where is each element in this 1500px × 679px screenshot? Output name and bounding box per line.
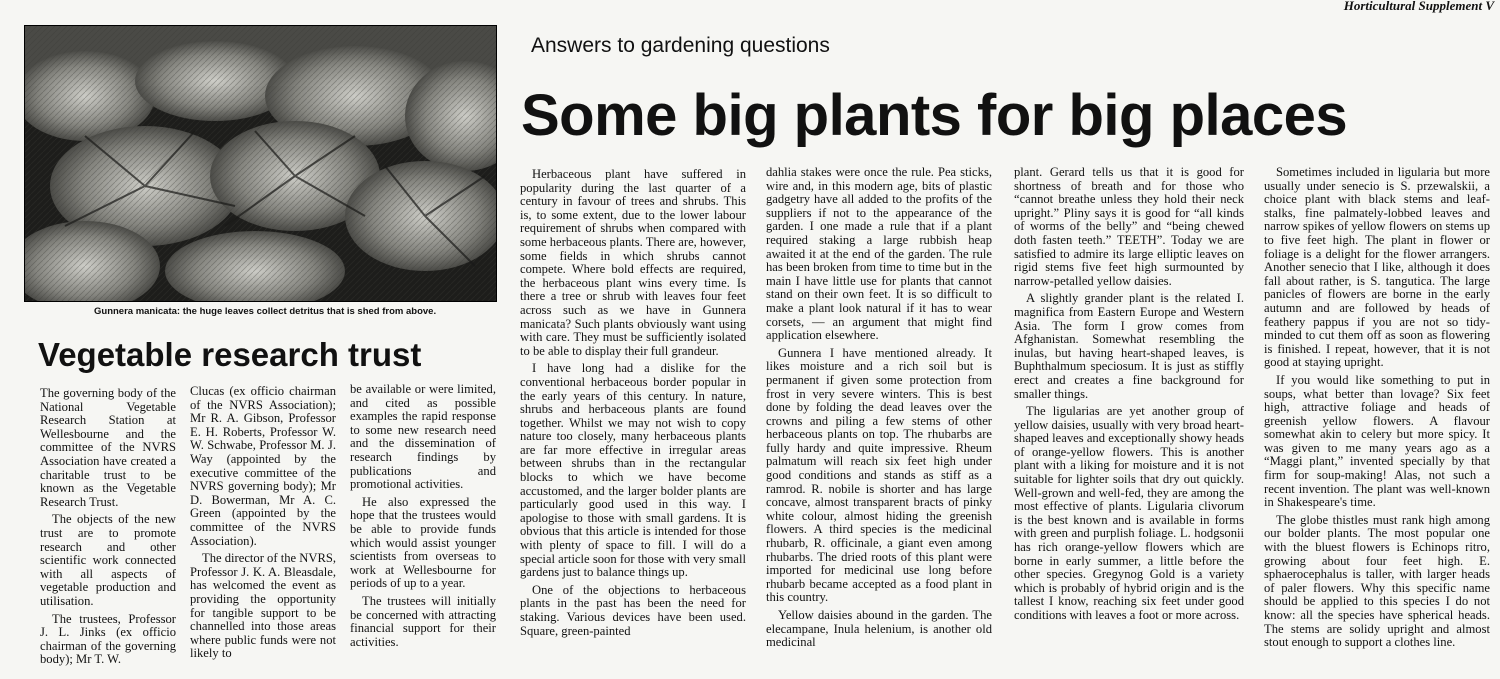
article-column-3: [1014, 166, 1244, 627]
article-paragraph: Sometimes included in ligularia but more usually under senecio is S. przewalskii, a choice plant with black stems and leaf-stalks, fine palmately-lobbed leaves and narrow spikes of yellow flowers on stems up to five feet high. The plant in flower or foliage is a delight for the flower arrangers. Another senecio that I like, although it does fall about rather, is S. tangutica. The large panicles of flowers are borne in the early autumn and are followed by heads of feathery pappus if you are not so tidy-minded to cut them off as soon as flowering is finished. I repeat, however, that it is not good at staying upright.: [1264, 165, 1490, 370]
trust-column-3: [350, 383, 496, 653]
trust-paragraph: Clucas (ex officio chairman of the NVRS Association); Mr R. A. Gibson, Professor E. H. Roberts, Professor W. W. Schwabe, Professor M. J. Way (appointed by the executive committee of the NVRS governing body); Mr D. Bowerman, Mr A. C. Green (appointed by the committee of the NVRS Association).: [190, 384, 336, 548]
article-paragraph: Yellow daisies abound in the garden. The elecampane, Inula helenium, is another old medicinal: [766, 608, 992, 650]
article-paragraph: If you would like something to put in soups, what better than lovage? Six feet high, attractive foliage and heads of greenish yellow flowers. A flavour somewhat akin to celery but more spicy. It was given to me many years ago as a “Maggi plant,” invented specially by that firm for soup-making! Alas, not such a recent invention. The plant was well-known in Shakespeare's time.: [1264, 372, 1490, 510]
article-headline: Some big plants for big places: [521, 83, 1348, 148]
article-paragraph: One of the objections to herbaceous plants in the past has been the need for staking. Various devices have been used. Square, green-painted: [520, 582, 746, 638]
gunnera-leaves-image: [25, 26, 497, 302]
photo-caption: Gunnera manicata: the huge leaves collect detritus that is shed from above.: [94, 306, 437, 317]
supplement-label: Horticultural Supplement V: [1343, 0, 1494, 13]
article-column-2: [766, 166, 992, 654]
trust-paragraph: The director of the NVRS, Professor J. K. A. Bleasdale, has welcomed the event as providing the opportunity for tangible support to be channelled into those areas where public funds were not likely to: [190, 551, 336, 661]
trust-column-2: [190, 385, 336, 665]
article-paragraph: A slightly grander plant is the related I. magnifica from Eastern Europe and Western Asia. The form I grow comes from Afghanistan. Somewhat resembling the inulas, but having heart-shaped leaves, is Buphthalmum speciosum. It is just as stiffly erect and creates a fine background for smaller things.: [1014, 291, 1244, 401]
article-paragraph: dahlia stakes were once the rule. Pea sticks, wire and, in this modern age, bits of plastic gadgetry have all added to the profits of the suppliers if not to the appearance of the garden. I one made a rule that if a plant required staking a large rubbish heap awaited it at the end of the garden. The rule has been broken from time to time but in the main I have little use for plants that cannot stand on their own feet. It is so difficult to make a plant look natural if it has to wear corsets, — an argument that might find application elsewhere.: [766, 165, 992, 343]
trust-paragraph: The trustees, Professor J. L. Jinks (ex officio chairman of the governing body); Mr T. W.: [40, 611, 176, 667]
trust-paragraph: The trustees will initially be concerned with attracting financial support for their activities.: [350, 593, 496, 649]
trust-paragraph: be available or were limited, and cited as possible examples the rapid response to some new research need and the dissemination of research findings by publications and promotional activities.: [350, 382, 496, 492]
article-paragraph: The globe thistles must rank high among our bolder plants. The most popular one with the bluest flowers is Echinops ritro, growing about four feet high. E. sphaerocephalus is taller, with larger heads of paler flowers. Why this specific name should be applied to this species I do not know: all the species have spherical heads. The stems are solidy upright and almost stout enough to support a clothes line.: [1264, 512, 1490, 650]
article-kicker: Answers to gardening questions: [531, 34, 830, 57]
article-paragraph: I have long had a dislike for the conventional herbaceous border popular in the early years of this century. In nature, shrubs and herbaceous plants are found together. Whilst we may not wish to copy nature too closely, many herbaceous plants are far more effective in irregular areas between shrubs than in the rectangular blocks to which we have become accustomed, and the larger bolder plants are particularly good used in this way. I apologise to those with small gardens. It is obvious that this article is intended for those with plenty of space to fill. I will do a special article soon for those with very small gardens just to balance things up.: [520, 361, 746, 580]
gunnera-photo: [24, 25, 497, 302]
trust-column-1: [40, 387, 176, 671]
trust-paragraph: The objects of the new trust are to promote research and other scientific work connected with all aspects of vegetable production and utilisation.: [40, 512, 176, 608]
article-paragraph: The ligularias are yet another group of yellow daisies, usually with very broad heart-shaped leaves and exceptionally showy heads of orange-yellow flowers. This is another plant with a liking for moisture and it is not suitable for lighter soils that dry out quickly. Well-grown and well-fed, they are among the most effective of plants. Ligularia clivorum is the best known and is available in forms with green and purplish foliage. L. hodgsonii has rich orange-yellow flowers which are borne in early summer, a little before the other species. Gregynog Gold is a variety which is probably of hybrid origin and is the tallest I know, reaching six feet under good conditions with leaves a foot or more across.: [1014, 404, 1244, 622]
trust-headline: Vegetable research trust: [38, 336, 422, 373]
article-column-1: [520, 168, 746, 642]
trust-paragraph: The governing body of the National Vegetable Research Station at Wellesbourne and the committee of the NVRS Association have created a charitable trust to be known as the Vegetable Research Trust.: [40, 386, 176, 509]
article-paragraph: Gunnera I have mentioned already. It likes moisture and a rich soil but is permanent if given some protection from frost in very severe winters. This is best done by folding the dead leaves over the crowns and piling a few stems of other herbaceous plants on top. The rhubarbs are fully hardy and quite impressive. Rheum palmatum will reach six feet high under good conditions and stands as stiff as a ramrod. R. nobile is shorter and has large concave, almost transparent bracts of pinky white colour, almost hiding the greenish flowers. A third species is the medicinal rhubarb, R. officinale, a giant even among rhubarbs. The dried roots of this plant were imported for medicinal use long before rhubarb became accepted as a food plant in this country.: [766, 345, 992, 605]
article-paragraph: Herbaceous plant have suffered in popularity during the last quarter of a century in favour of trees and shrubs. This is, to some extent, due to the lower labour requirement of shrubs when compared with some herbaceous plants. There are, however, some fields in which shrubs cannot compete. Where bold effects are required, the herbaceous plant wins every time. Is there a tree or shrub with leaves four feet across such as we have in Gunnera manicata? Such plants obviously want using with care. They must be sufficiently isolated to be able to display their full grandeur.: [520, 167, 746, 358]
trust-paragraph: He also expressed the hope that the trustees would be able to provide funds which would assist younger scientists from overseas to work at Wellesbourne for periods of up to a year.: [350, 494, 496, 591]
article-paragraph: plant. Gerard tells us that it is good for shortness of breath and for those who “cannot breathe unless they hold their neck upright.” Pliny says it is good for “all kinds of worms of the belly” and “being chewed doth fasten teeth.” TEETH”. Today we are satisfied to admire its large elliptic leaves on rigid stems five feet high surmounted by narrow-petalled yellow daisies.: [1014, 165, 1244, 288]
article-column-4: [1264, 166, 1490, 654]
